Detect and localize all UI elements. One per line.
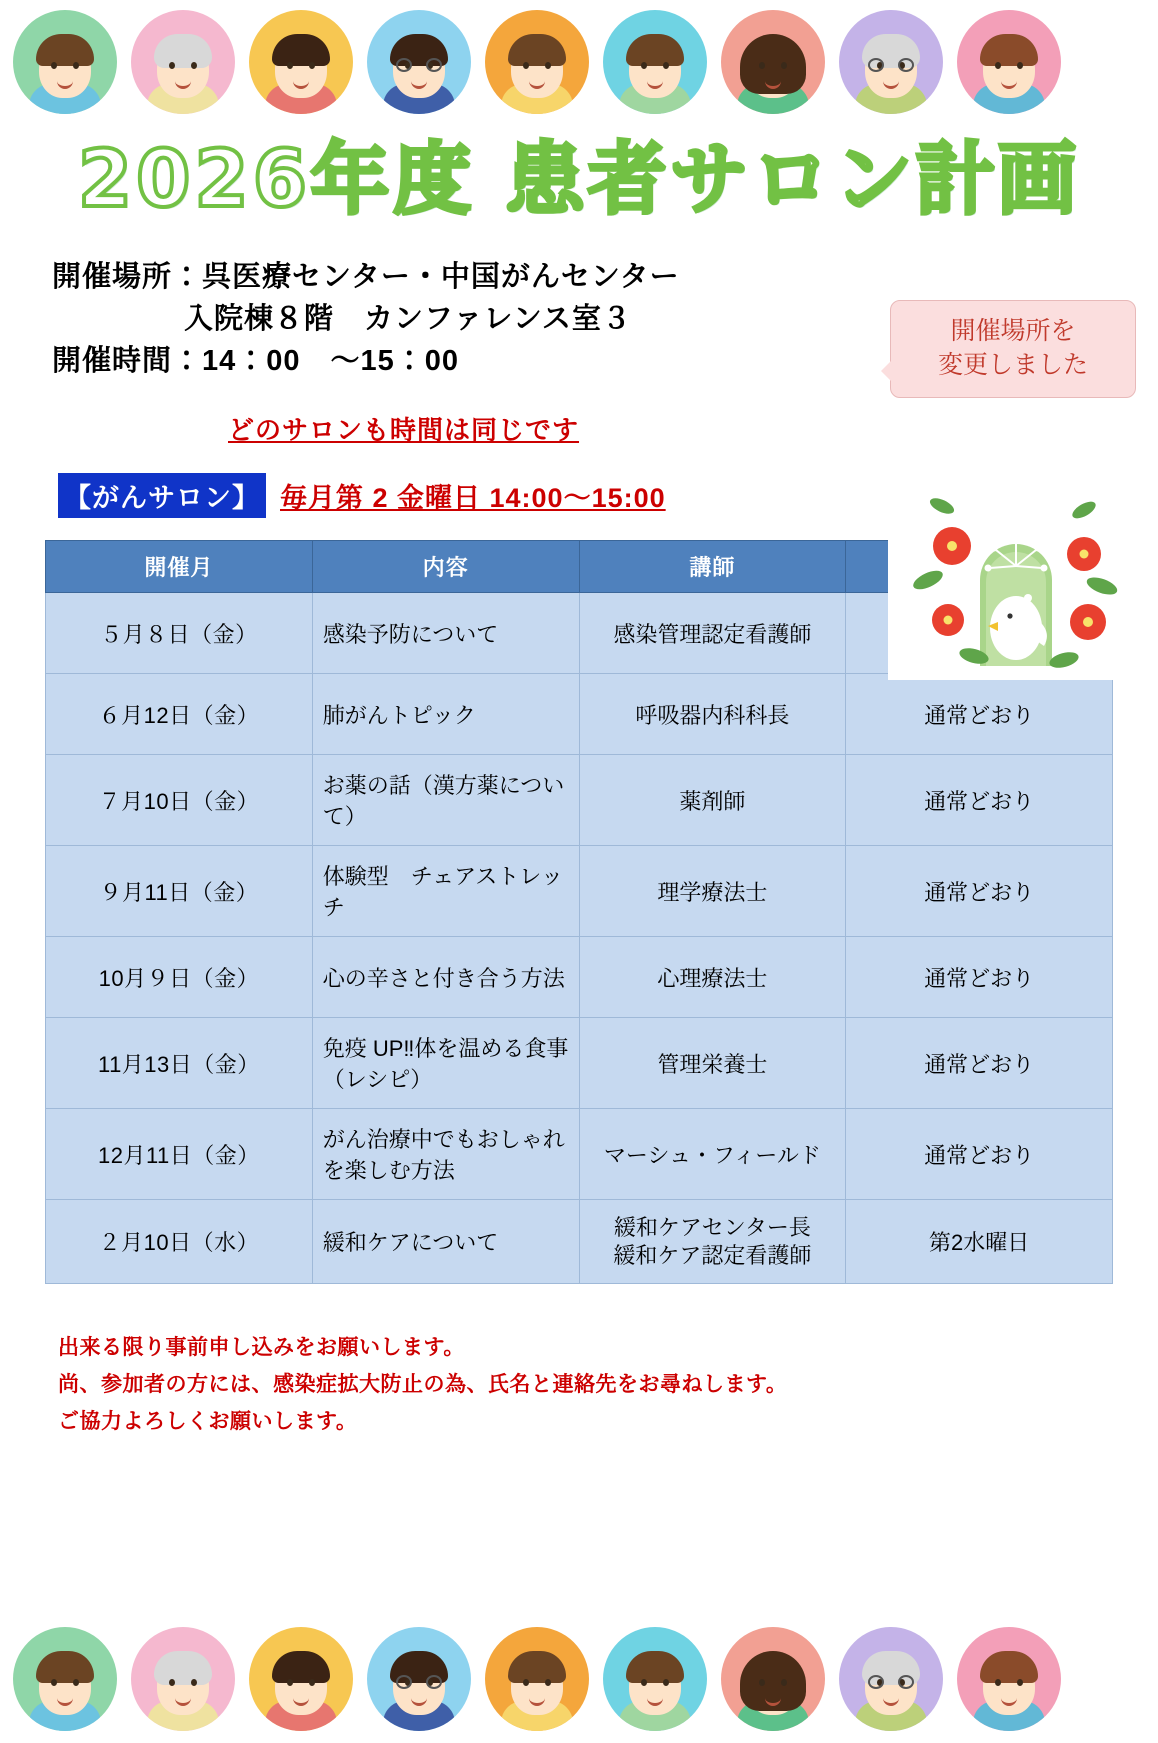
same-time-note: どのサロンも時間は同じです [228, 415, 580, 446]
cell-lecturer-6: マーシュ・フィールド [579, 1109, 846, 1200]
avatar [839, 10, 943, 114]
new-year-flower-illustration [888, 470, 1136, 680]
top-avatar-cell-1 [126, 6, 240, 118]
avatar [839, 1627, 943, 1731]
page-title-wrap [0, 135, 1158, 225]
page-title: 2026年度 患者サロン計画 [77, 135, 1081, 225]
cell-content-0: 感染予防について [312, 593, 579, 674]
event-time: 開催時間：14：00 ～15：00 [52, 344, 460, 377]
table-row [46, 755, 1113, 846]
avatar [367, 10, 471, 114]
cell-month-7: ２月10日（水） [46, 1200, 313, 1284]
notes-line-3: ご協力よろしくお願いします。 [58, 1409, 358, 1433]
flower-svg [888, 470, 1136, 680]
bottom-avatar-cell-2 [244, 1623, 358, 1735]
col-header-lecturer: 講師 [579, 541, 846, 593]
top-avatar-cell-7 [834, 6, 948, 118]
cell-lecturer-3: 理学療法士 [579, 846, 846, 937]
avatar [957, 10, 1061, 114]
avatar [721, 10, 825, 114]
avatar [249, 1627, 353, 1731]
cell-lecturer-1: 呼吸器内科科長 [579, 674, 846, 755]
cell-content-2: お薬の話（漢方薬について） [312, 755, 579, 846]
bottom-avatar-cell-4 [480, 1623, 594, 1735]
table-row [46, 1109, 1113, 1200]
cancer-salon-schedule: 毎月第 2 金曜日 14:00～15:00 [280, 483, 666, 514]
avatar [131, 10, 235, 114]
cell-content-4: 心の辛さと付き合う方法 [312, 937, 579, 1018]
avatar [485, 10, 589, 114]
cell-content-5: 免疫 UP‼体を温める食事（レシピ） [312, 1018, 579, 1109]
top-avatar-cell-6 [716, 6, 830, 118]
cell-month-5: 11月13日（金） [46, 1018, 313, 1109]
table-row [46, 937, 1113, 1018]
top-avatar-cell-0 [8, 6, 122, 118]
top-avatar-cell-2 [244, 6, 358, 118]
bottom-avatar-cell-3 [362, 1623, 476, 1735]
callout-line-1: 開催場所を [950, 317, 1076, 345]
event-place-line2: 入院棟８階 カンファレンス室３ [184, 302, 632, 335]
cell-month-1: ６月12日（金） [46, 674, 313, 755]
cell-when-2: 通常どおり [846, 755, 1113, 846]
cell-month-0: ５月８日（金） [46, 593, 313, 674]
glasses-icon [867, 1675, 915, 1689]
table-row [46, 674, 1113, 755]
cell-content-1: 肺がんトピック [312, 674, 579, 755]
avatar [131, 1627, 235, 1731]
cell-lecturer-2: 薬剤師 [579, 755, 846, 846]
avatar-strip-top [0, 0, 1158, 118]
notes-line-1: 出来る限り事前申し込みをお願いします。 [58, 1336, 465, 1360]
top-avatar-cell-5 [598, 6, 712, 118]
bottom-avatar-cell-0 [8, 1623, 122, 1735]
avatar [13, 1627, 117, 1731]
cell-content-6: がん治療中でもおしゃれを楽しむ方法 [312, 1109, 579, 1200]
cell-month-2: ７月10日（金） [46, 755, 313, 846]
cell-when-1: 通常どおり [846, 674, 1113, 755]
cell-when-5: 通常どおり [846, 1018, 1113, 1109]
bottom-avatar-cell-8 [952, 1623, 1066, 1735]
col-header-content: 内容 [312, 541, 579, 593]
cell-lecturer-0: 感染管理認定看護師 [579, 593, 846, 674]
avatar [721, 1627, 825, 1731]
avatar [603, 10, 707, 114]
cell-month-6: 12月11日（金） [46, 1109, 313, 1200]
table-row [46, 1018, 1113, 1109]
cell-month-4: 10月９日（金） [46, 937, 313, 1018]
avatar [603, 1627, 707, 1731]
cancer-salon-tag: 【がんサロン】 [58, 473, 266, 518]
glasses-icon [395, 1675, 443, 1689]
table-row [46, 846, 1113, 937]
top-avatar-cell-4 [480, 6, 594, 118]
event-place-line1: 開催場所：呉医療センター・中国がんセンター [52, 260, 680, 293]
top-avatar-cell-3 [362, 6, 476, 118]
avatar [13, 10, 117, 114]
bottom-avatar-cell-6 [716, 1623, 830, 1735]
avatar [957, 1627, 1061, 1731]
cell-content-3: 体験型 チェアストレッチ [312, 846, 579, 937]
avatar [249, 10, 353, 114]
avatar [485, 1627, 589, 1731]
bottom-avatar-cell-5 [598, 1623, 712, 1735]
notes-line-2: 尚、参加者の方には、感染症拡大防止の為、氏名と連絡先をお尋ねします。 [58, 1372, 788, 1396]
callout-line-2: 変更しました [937, 350, 1088, 379]
glasses-icon [395, 58, 443, 72]
cell-lecturer-5: 管理栄養士 [579, 1018, 846, 1109]
bottom-avatar-cell-7 [834, 1623, 948, 1735]
cell-lecturer-7: 緩和ケアセンター長 緩和ケア認定看護師 [579, 1200, 846, 1284]
cell-lecturer-4: 心理療法士 [579, 937, 846, 1018]
cell-content-7: 緩和ケアについて [312, 1200, 579, 1284]
cell-month-3: ９月11日（金） [46, 846, 313, 937]
place-changed-callout [890, 300, 1136, 398]
col-header-month: 開催月 [46, 541, 313, 593]
cell-when-7: 第2水曜日 [846, 1200, 1113, 1284]
top-avatar-cell-8 [952, 6, 1066, 118]
application-notes [0, 1330, 1158, 1440]
avatar-strip-bottom [0, 1617, 1158, 1735]
cell-when-4: 通常どおり [846, 937, 1113, 1018]
cell-when-3: 通常どおり [846, 846, 1113, 937]
cell-when-6: 通常どおり [846, 1109, 1113, 1200]
glasses-icon [867, 58, 915, 72]
avatar [367, 1627, 471, 1731]
table-row [46, 1200, 1113, 1284]
bottom-avatar-cell-1 [126, 1623, 240, 1735]
